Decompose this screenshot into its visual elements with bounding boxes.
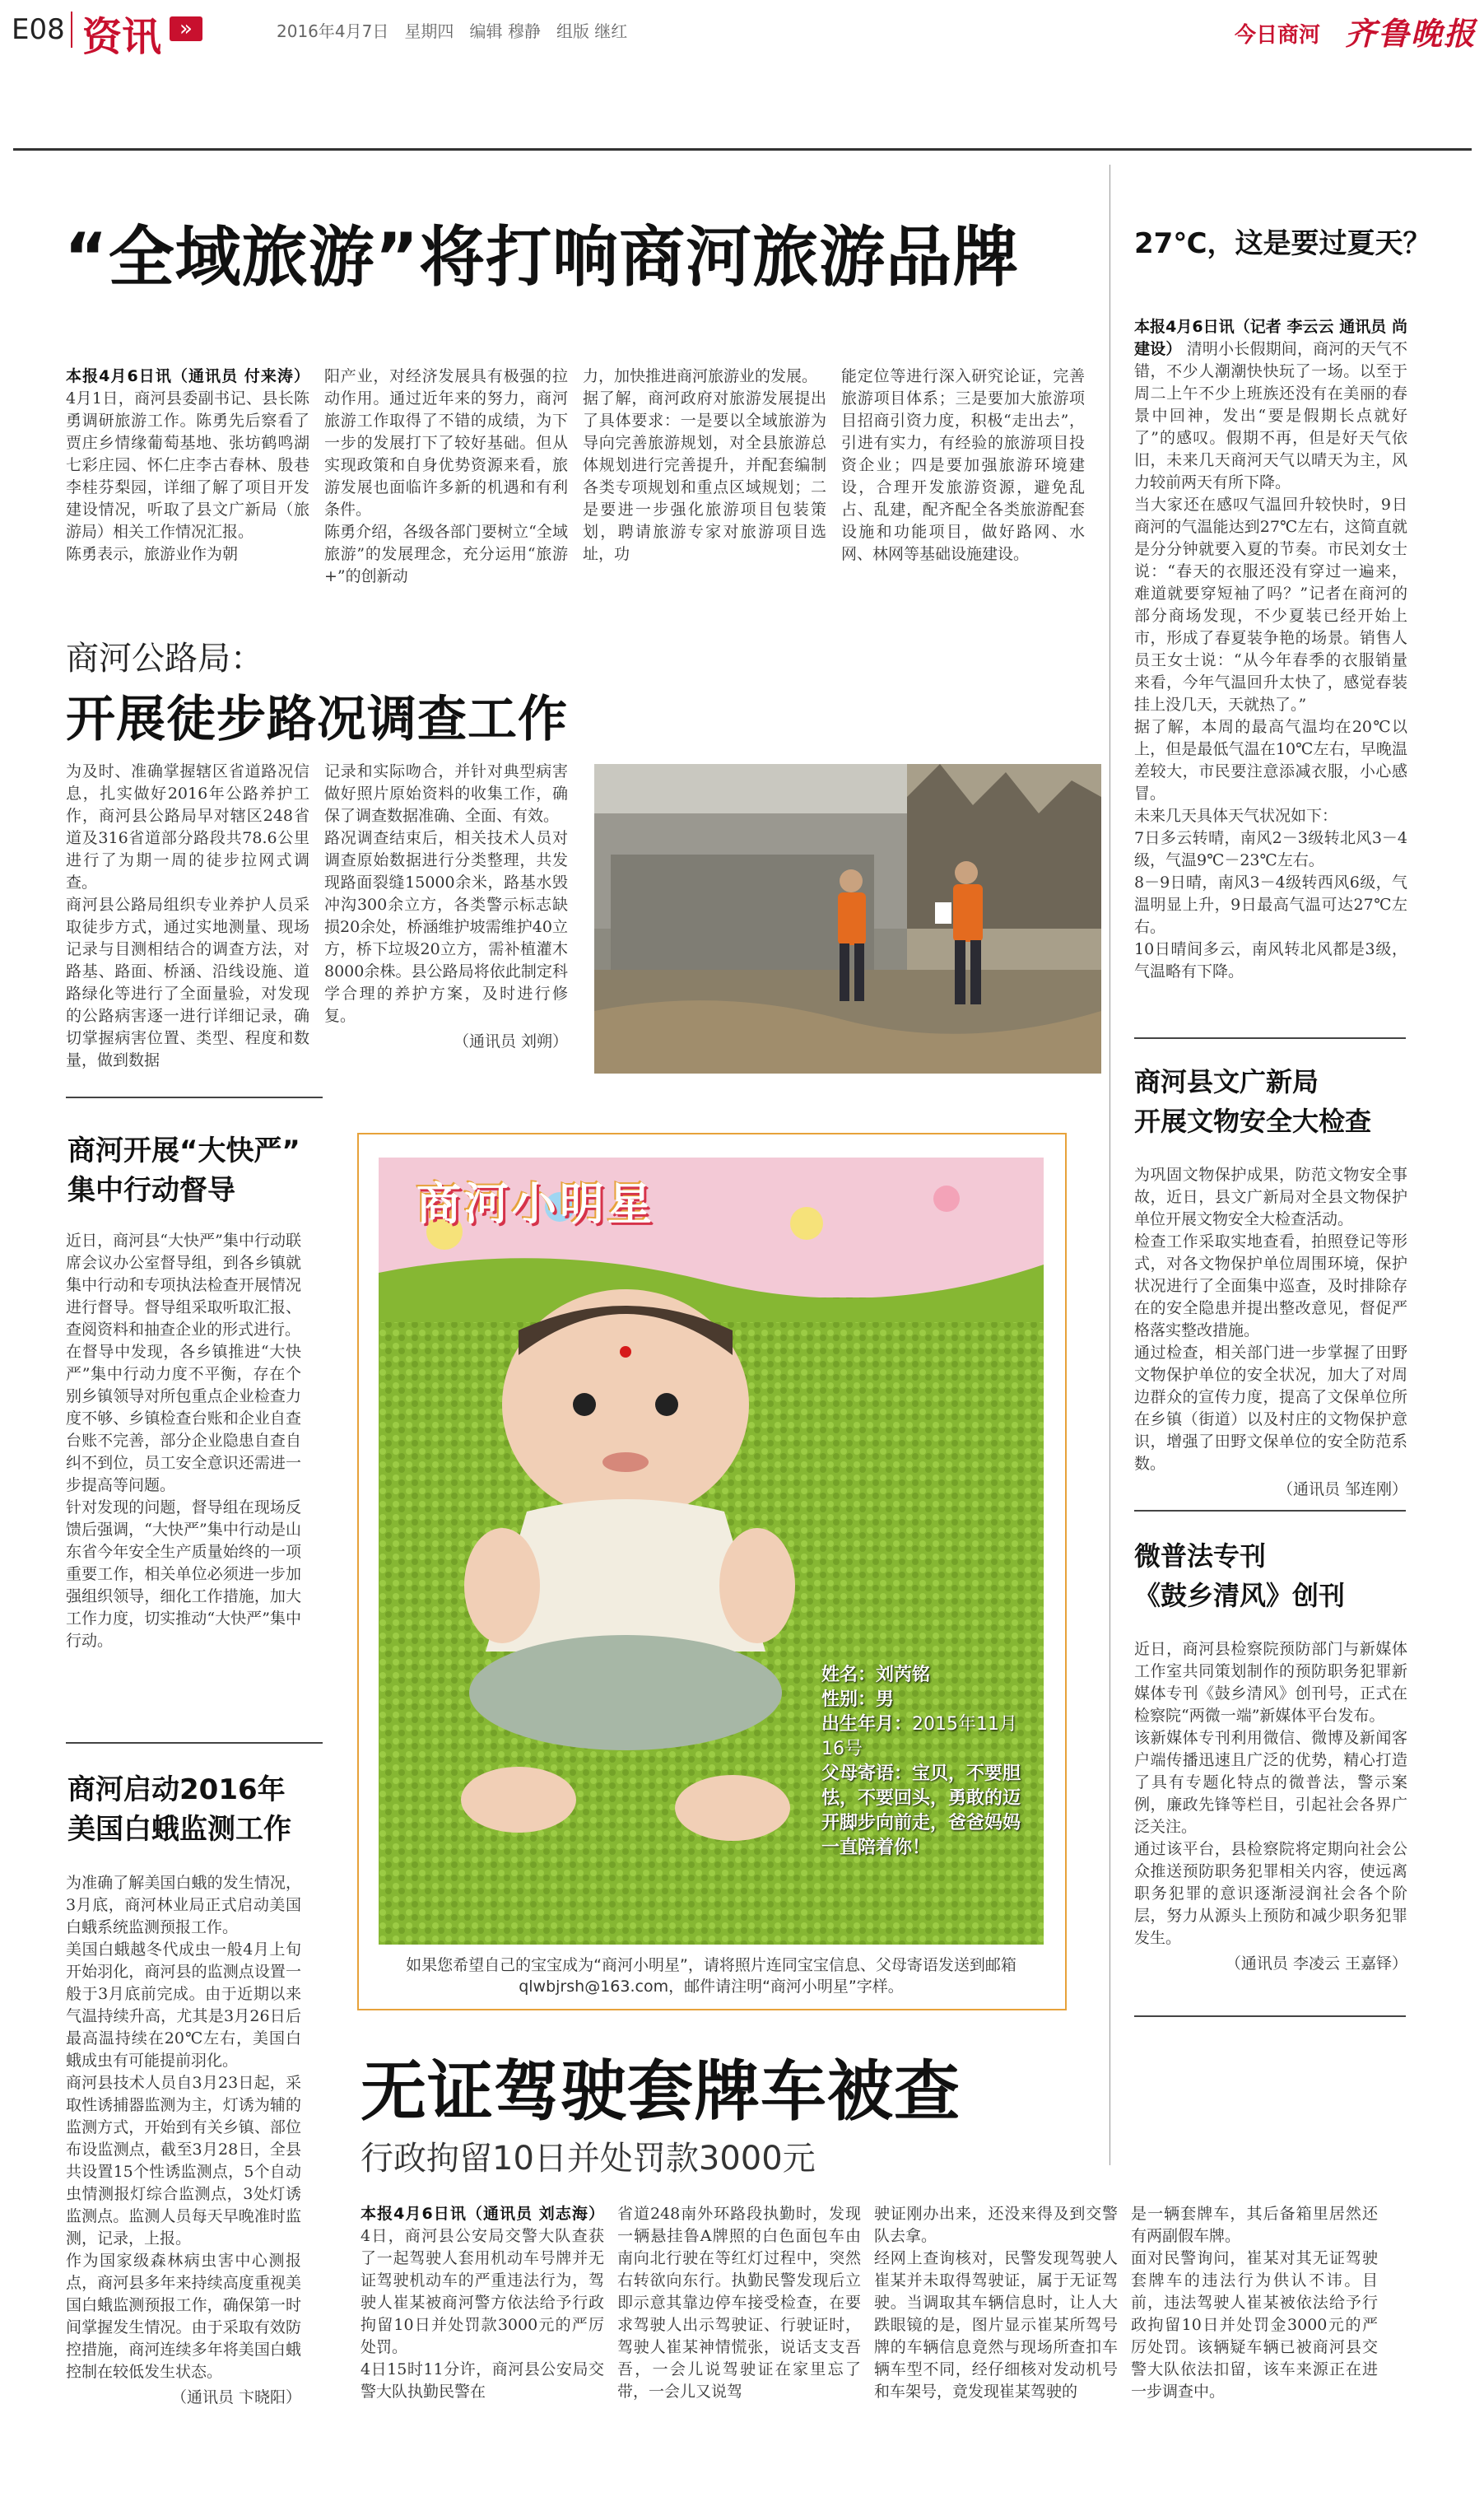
plate-col-3: 驶证刚办出来，还没来得及到交警队去拿。 经网上查询核对，民警发现驾驶人崔某并未取得驾驶证，属于无证驾驶。当调取其车辆信息时，让人大跌眼镜的是，图片显示崔某所驾号牌的车辆信息竟然与现场所查扣车辆车型不同，经仔细核对发动机号和车架号，竟发现崔某驾驶的: [874, 2205, 1118, 2401]
relics-credit: （通讯员 邹连刚）: [1277, 1480, 1407, 1498]
lead-headline: “全域旅游”将打响商河旅游品牌: [64, 219, 1020, 296]
road-kicker: 商河公路局：: [66, 640, 263, 678]
weather-text-body: 清明小长假期间，商河的天气不错，不少人潮潮快快玩了一场。以至于周二上午不少上班族还没有在美丽的春景中回神，发出“要是假期长点就好了”的感叹。假期不再，但是好天气依旧，未来几天商河天气以晴天为主，风力较前两天有所下降。 当大家还在感叹气温回升较快时，9日商河的气温能达到27℃左右，这简直就是分分钟就要入夏的节奏。市民刘女士说：“春天的衣服还没有穿过一遍来，难道就要穿短袖了吗？”记者在商河的部分商场发现，不少夏装已经开始上市，形成了春夏装争艳的场景。销售人员王女士说：“从今年春季的衣服销量来看，今年气温回升太快了，感觉春装挂上没几天，天就热了。” 据了解，本周的最高气温均在20℃以上，但是最低气温在10℃左右，早晚温差较大，市民要注意添减衣服，小心感冒。 未来几天具体天气状况如下： 7日多云转晴，南风2－3级转北风3－4级，气温9℃－23℃左右。 8－9日晴，南风3－4级转西风6级，气温明显上升，9日最高气温可达27℃左右。 10日晴间多云，南风转北风都是3级，气温略有下降。: [1134, 340, 1407, 981]
moth-headline-line-2: 美国白蛾监测工作: [67, 1813, 291, 1846]
lead-col-2: 阳产业，对经济发展具有极强的拉动作用。通过近年来的努力，商河旅游工作取得了不错的成绩，为下一步的发展打下了较好基础。但从实现政策和自身优势资源来看，旅游发展也面临许多新的机遇和有利条件。 陈勇介绍，各级各部门要树立“全域旅游”的发展理念，充分运用“旅游+”的创新动: [324, 367, 568, 585]
star-birth: 出生年月：2015年11月16号: [821, 1714, 1017, 1759]
star-title: 商河小明星: [416, 1178, 655, 1230]
road-survey-photo: [594, 764, 1101, 1074]
weather-byline: 本报4月6日讯（记者 李云云 通讯员 尚建设）: [1134, 318, 1407, 358]
masthead-rule: [13, 148, 1472, 151]
plate-col-2: 省道248南外环路段执勤时，发现一辆悬挂鲁A牌照的白色面包车由南向北行驶在等红灯过程中，突然右转欲向东行。执勤民警发现后立即示意其靠边停车接受检查，在要求驾驶人出示驾驶证、行驶证时，驾驶人崔某神情慌张，说话支支吾吾，一会儿说驾驶证在家里忘了带，一会儿又说驾: [617, 2205, 861, 2401]
relics-headline-line-1: 商河县文广新局: [1134, 1066, 1319, 1097]
road-credit: （通讯员 刘朔）: [453, 1032, 568, 1051]
micro-credit: （通讯员 李凌云 王嘉铎）: [1225, 1954, 1407, 1973]
road-survey-scene: [594, 764, 1101, 1074]
left-divider-2: [66, 1742, 323, 1744]
campaign-headline-line-2: 集中行动督导: [67, 1174, 235, 1207]
plate-col-1-text: 4日，商河县公安局交警大队查获了一起驾驶人套用机动车号牌并无证驾驶机动车的严重违法行为，驾驶人崔某被商河警方依法给予行政拘留10日并处罚款3000元的严厉处罚。 4日15时11分许，商河县公安局交警大队执勤民警在: [361, 2227, 604, 2401]
page-code: E08: [12, 13, 65, 46]
star-name: 姓名：刘芮铭: [821, 1665, 931, 1685]
lead-col-1-text: 4月1日，商河县委副书记、县长陈勇调研旅游工作。陈勇先后察看了贾庄乡情缘葡萄基地、张坊鹤鸣湖七彩庄园、怀仁庄李古春林、殷巷李桂芬梨园，详细了解了项目开发建设情况，听取了县文广新局（旅游局）相关工作情况汇报。 陈勇表示，旅游业作为朝: [66, 389, 309, 563]
editor-credit: 编辑 穆静: [469, 21, 541, 41]
star-gender: 性别：男: [821, 1689, 895, 1710]
relics-text: [1134, 1164, 1407, 1501]
micro-headline: [1134, 1536, 1345, 1615]
plate-byline: 本报4月6日讯（通讯员 刘志海）: [361, 2205, 604, 2223]
issue-date: 2016年4月7日: [277, 21, 389, 41]
moth-text: [66, 1872, 301, 2409]
campaign-text: 近日，商河县“大快严”集中行动联席会议办公室督导组，到各乡镇就集中行动和专项执法检查开展情况进行督导。督导组采取听取汇报、查阅资料和抽查企业的形式进行。 在督导中发现，各乡镇推进“大快严”集中行动力度不平衡，存在个别乡镇领导对所包重点企业检查力度不够、乡镇检查台账和企业自查台账不完善，部分企业隐患自查自纠不到位，员工安全意识还需进一步提高等问题。 针对发现的问题，督导组在现场反馈后强调，“大快严”集中行动是山东省今年安全生产质量始终的一项重要工作，相关单位必须进一步加强组织领导，细化工作措施，加大工作力度，切实推动“大快严”集中行动。: [66, 1232, 301, 1650]
section-arrows-icon: »: [170, 16, 202, 41]
star-message: 父母寄语：宝贝，不要胆怯，不要回头，勇敢的迈开脚步向前走，爸爸妈妈一直陪着你！: [821, 1763, 1021, 1858]
micro-headline-line-2: 《鼓乡清风》创刊: [1134, 1580, 1346, 1611]
plate-col-4: 是一辆套牌车，其后备箱里居然还有两副假车牌。 面对民警询问，崔某对其无证驾驶套牌车的违法行为供认不讳。目前，违法驾驶人崔某被依法给予行政拘留10日并处罚金3000元的严厉处罚。该辆疑车辆已被商河县交警大队依法扣留，该车来源正在进一步调查中。: [1131, 2205, 1378, 2401]
moth-credit: （通讯员 卞晓阳）: [170, 2388, 301, 2406]
layout-credit: 组版 继红: [556, 21, 628, 41]
plate-subhead: 行政拘留10日并处罚款3000元: [361, 2140, 816, 2178]
edition-name: 今日商河: [1235, 23, 1321, 48]
issue-weekday: 星期四: [404, 21, 454, 41]
campaign-headline: [67, 1131, 300, 1210]
micro-text: [1134, 1638, 1407, 1975]
campaign-headline-line-1: 商河开展“大快严”: [67, 1134, 300, 1167]
plate-col-1: [361, 2203, 604, 2403]
right-divider-1: [1134, 1037, 1406, 1039]
masthead-meta: [277, 18, 627, 42]
weather-text: [1134, 316, 1407, 983]
left-divider-1: [66, 1097, 323, 1098]
road-col-1: 为及时、准确掌握辖区省道路况信息，扎实做好2016年公路养护工作，商河县公路局早对辖区248省道及316省道部分路段共78.6公里进行了为期一周的徒步拉网式调查。 商河县公路局组织专业养护人员采取徒步方式，通过实地测量、现场记录与目测相结合的调查方法，对路基、路面、桥涵、沿线设施、道路绿化等进行了全面量验，对发现的公路病害逐一进行详细记录，确切掌握病害位置、类型、程度和数量，做到数据: [66, 762, 309, 1069]
star-box: [357, 1133, 1067, 2010]
road-col-2: [324, 761, 568, 1053]
road-col-2-text: 记录和实际吻合，并针对典型病害做好照片原始资料的收集工作，确保了调查数据准确、全面、有效。 路况调查结束后，相关技术人员对调查原始数据进行分类整理，共发现路面裂缝15000余米，路基水毁冲沟300余立方，各类警示标志缺损20余处，桥涵维护坡需维护40立方，桥下垃圾20立方，需补植灌木8000余株。县公路局将依此制定科学合理的养护方案，及时进行修复。: [324, 762, 568, 1025]
star-caption: 如果您希望自己的宝宝成为“商河小明星”，请将照片连同宝宝信息、父母寄语发送到邮箱qlwbjrsh@163.com，邮件请注明“商河小明星”字样。: [406, 1956, 1016, 1996]
lead-col-3: 力，加快推进商河旅游业的发展。 据了解，商河政府对旅游发展提出了具体要求：一是要以全域旅游为导向完善旅游规划，对全县旅游总体规划进行完善提升，并配套编制各类专项规划和重点区域规划；二是要进一步强化旅游项目包装策划，聘请旅游专家对旅游项目选址，功: [583, 367, 826, 563]
masthead: [0, 0, 1484, 66]
lead-byline: 本报4月6日讯（通讯员 付来涛）: [66, 367, 309, 385]
paper-logo: 齐鲁晚报: [1345, 15, 1477, 52]
moth-headline: [67, 1770, 291, 1849]
right-divider-3: [1134, 2015, 1406, 2017]
relics-headline-line-2: 开展文物安全大检查: [1134, 1106, 1372, 1137]
relics-text-body: 为巩固文物保护成果，防范文物安全事故，近日，县文广新局对全县文物保护单位开展文物安全大检查活动。 检查工作采取实地查看，拍照登记等形式，对各文物保护单位周围环境，保护状况进行了全面集中巡查，及时排除存在的安全隐患并提出整改意见，督促严格落实整改措施。 通过检查，相关部门进一步掌握了田野文物保护单位的安全状况，加大了对周边群众的宣传力度，提高了文保单位所在乡镇（街道）以及村庄的文物保护意识，增强了田野文保单位的安全防范系数。: [1134, 1166, 1407, 1473]
relics-headline: [1134, 1062, 1371, 1141]
weather-headline: 27℃，这是要过夏天？: [1134, 227, 1431, 260]
section-label: 资讯: [82, 14, 162, 60]
road-headline: 开展徒步路况调查工作: [66, 691, 568, 748]
plate-headline: 无证驾驶套牌车被查: [361, 2053, 961, 2130]
micro-text-body: 近日，商河县检察院预防部门与新媒体工作室共同策划制作的预防职务犯罪新媒体专刊《鼓乡清风》创刊号，正式在检察院“两微一端”新媒体平台发布。 该新媒体专刊利用微信、微博及新闻客户端传播迅速且广泛的优势，精心打造了具有专题化特点的微普法，警示案例，廉政先锋等栏目，引起社会各界广泛关注。 通过该平台，县检察院将定期向社会公众推送预防职务犯罪相关内容，使远离职务犯罪的意识逐渐浸润社会各个阶层，努力从源头上预防和减少职务犯罪发生。: [1134, 1640, 1407, 1947]
star-photo: [379, 1158, 1044, 1945]
moth-text-body: 为准确了解美国白蛾的发生情况，3月底，商河林业局正式启动美国白蛾系统监测预报工作。 美国白蛾越冬代成虫一般4月上旬开始羽化，商河县的监测点设置一般于3月底前完成。由于近期以来气温持续升高，尤其是3月26日后最高温持续在20℃左右，美国白蛾成虫有可能提前羽化。 商河县技术人员自3月23日起，采取性诱捕器监测为主，灯诱为辅的监测方式，开始到有关乡镇、部位布设监测点，截至3月28日，全县共设置15个性诱监测点，5个自动虫情测报灯综合监测点，3处灯诱监测点。监测人员每天早晚准时监测，记录，上报。 作为国家级森林病虫害中心测报点，商河县多年来持续高度重视美国白蛾监测预报工作，确保第一时间掌握发生情况。由于采取有效防控措施，商河连续多年将美国白蛾控制在较低发生状态。: [66, 1874, 301, 2381]
right-divider-2: [1134, 1510, 1406, 1512]
star-info: [821, 1663, 1035, 1861]
lead-col-1: [66, 366, 309, 566]
micro-headline-line-1: 微普法专刊: [1134, 1540, 1267, 1572]
moth-headline-line-1: 商河启动2016年: [67, 1773, 286, 1806]
lead-col-4: 能定位等进行深入研究论证，完善旅游项目体系；三是要加大旅游项目招商引资力度，积极“走出去”，引进有实力，有经验的旅游项目投资企业；四是要加强旅游环境建设，合理开发旅游资源，避免乱占、乱建，配齐配全各类旅游配套设施和功能项目，做好路网、水网、林网等基础设施建设。: [841, 367, 1085, 563]
section-divider: [71, 12, 72, 48]
